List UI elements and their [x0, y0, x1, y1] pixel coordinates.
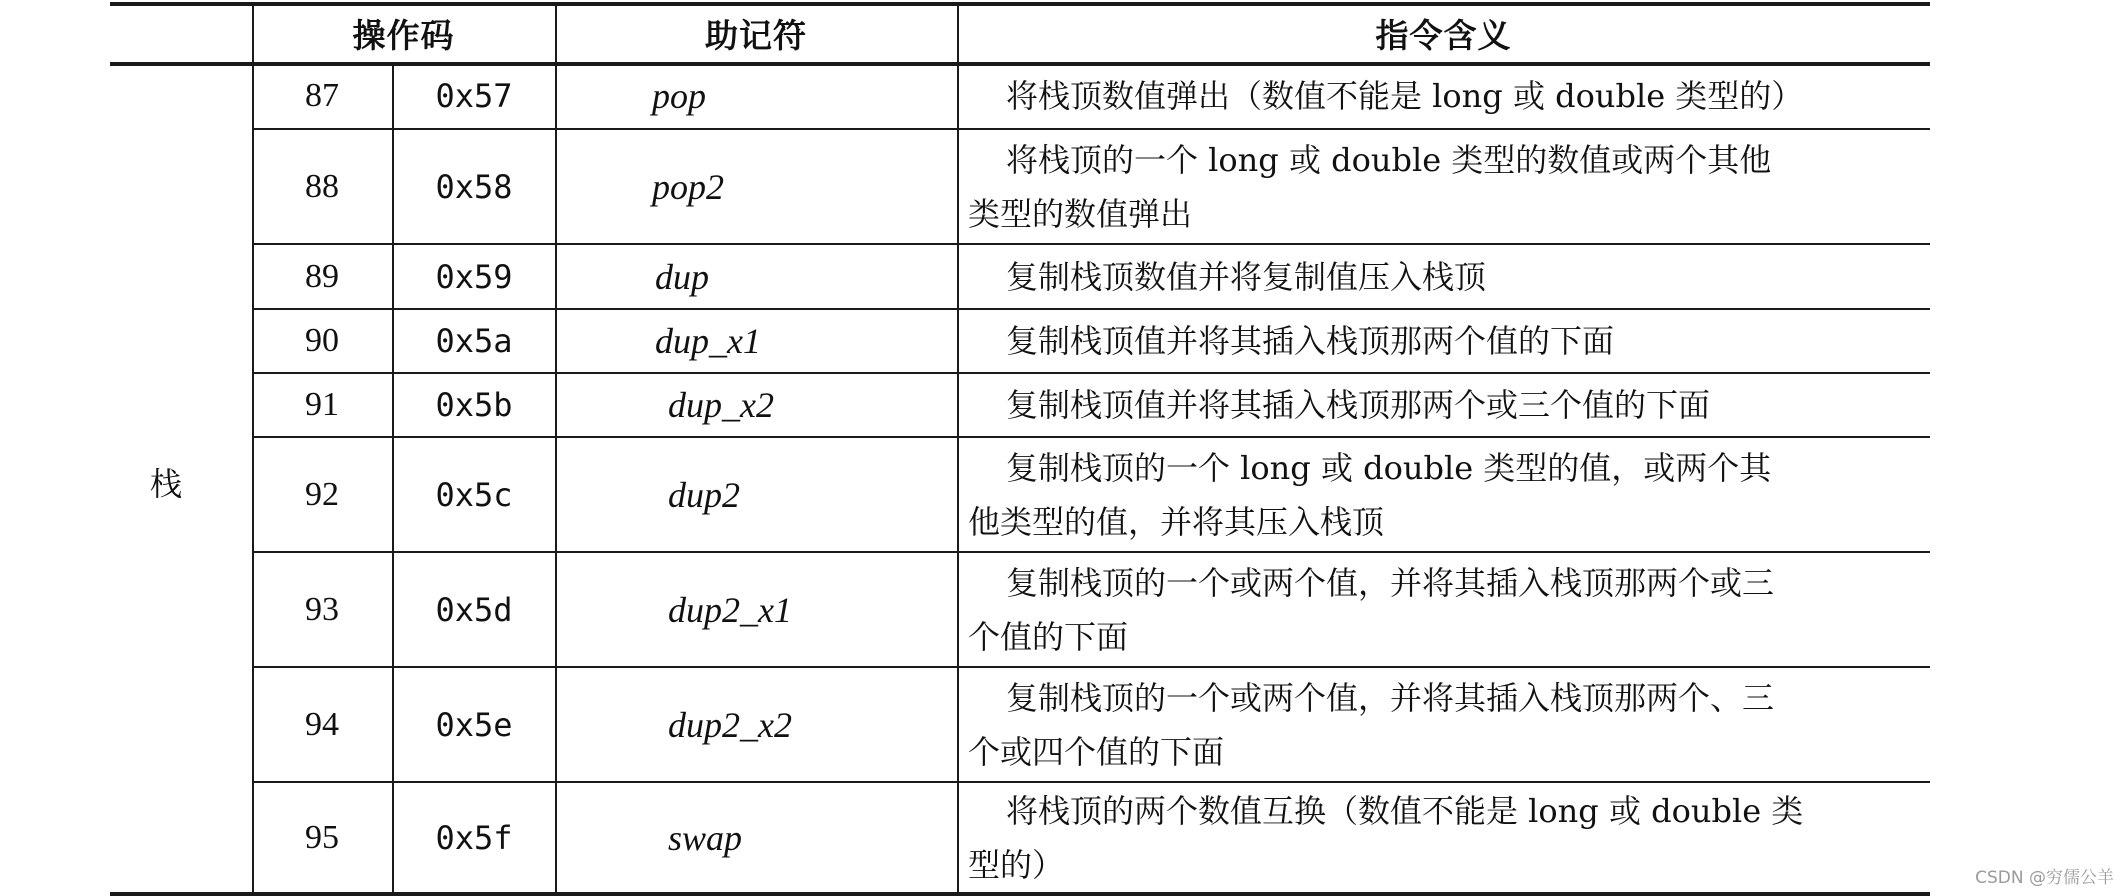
opcode-hex: 0x5a: [435, 322, 513, 360]
meaning-line-1: 将栈顶数值弹出（数值不能是 long 或 double 类型的）: [1006, 77, 1804, 115]
opcode-hex: 0x5e: [435, 705, 513, 744]
meaning-line-2: 型的）: [968, 845, 1065, 884]
instruction-meaning: [968, 783, 1923, 892]
instruction-meaning: [968, 245, 1923, 308]
opcode-decimal: 92: [305, 475, 339, 513]
opcode-hex: 0x5d: [435, 590, 513, 629]
meaning-line-1: 复制栈顶的一个或两个值，并将其插入栈顶那两个或三: [1006, 563, 1775, 602]
mnemonic: dup2_x2: [668, 704, 792, 745]
mnemonic: dup2: [668, 474, 740, 515]
opcode-hex: 0x57: [435, 77, 513, 115]
meaning-line-1: 复制栈顶的一个 long 或 double 类型的值，或两个其: [1006, 448, 1772, 487]
instruction-meaning: [968, 64, 1923, 128]
column-divider: [555, 2, 557, 896]
mnemonic: dup: [655, 256, 709, 297]
instruction-meaning: [968, 553, 1923, 666]
instruction-meaning: [968, 668, 1923, 781]
opcode-hex: 0x59: [435, 257, 513, 296]
meaning-line-2: 个或四个值的下面: [968, 732, 1225, 771]
opcode-hex: 0x5f: [435, 818, 513, 857]
meaning-line-2: 类型的数值弹出: [968, 194, 1193, 233]
meaning-line-1: 将栈顶的一个 long 或 double 类型的数值或两个其他: [1006, 140, 1772, 179]
meaning-line-1: 将栈顶的两个数值互换（数值不能是 long 或 double 类: [1006, 791, 1804, 830]
mnemonic: swap: [668, 817, 743, 858]
group-label-stack: 栈: [150, 465, 183, 503]
opcode-decimal: 90: [305, 322, 339, 359]
instruction-meaning: [968, 310, 1923, 372]
meaning-line-1: 复制栈顶数值并将复制值压入栈顶: [1006, 257, 1487, 296]
mnemonic: dup_x1: [655, 321, 761, 361]
mnemonic: pop2: [652, 166, 724, 207]
opcode-hex: 0x5b: [435, 386, 513, 424]
opcode-decimal: 87: [305, 77, 339, 114]
meaning-line-1: 复制栈顶值并将其插入栈顶那两个或三个值的下面: [1006, 386, 1711, 424]
mnemonic: dup2_x1: [668, 589, 792, 630]
opcode-decimal: 88: [305, 167, 339, 205]
meaning-line-2: 他类型的值，并将其压入栈顶: [968, 502, 1385, 541]
opcode-decimal: 94: [305, 705, 339, 743]
opcode-decimal: 95: [305, 818, 339, 856]
meaning-line-1: 复制栈顶值并将其插入栈顶那两个值的下面: [1006, 322, 1615, 360]
instruction-meaning: [968, 438, 1923, 551]
header-opcode: 操作码: [352, 15, 455, 55]
instruction-meaning: [968, 130, 1923, 243]
opcode-hex: 0x58: [435, 167, 513, 206]
opcode-decimal: 93: [305, 590, 339, 628]
table-bottom-border: [110, 892, 1930, 896]
meaning-line-2: 个值的下面: [968, 617, 1129, 656]
header-mnemonic: 助记符: [705, 15, 807, 55]
watermark: CSDN @穷儒公羊: [1975, 868, 2114, 888]
meaning-line-1: 复制栈顶的一个或两个值，并将其插入栈顶那两个、三: [1006, 678, 1775, 717]
column-divider: [957, 2, 959, 896]
mnemonic: pop: [652, 76, 706, 116]
opcode-decimal: 89: [305, 257, 339, 295]
opcode-decimal: 91: [305, 386, 339, 423]
header-meaning: 指令含义: [1375, 15, 1512, 55]
instruction-meaning: [968, 374, 1923, 436]
opcode-hex: 0x5c: [435, 475, 513, 514]
mnemonic: dup_x2: [668, 385, 774, 425]
